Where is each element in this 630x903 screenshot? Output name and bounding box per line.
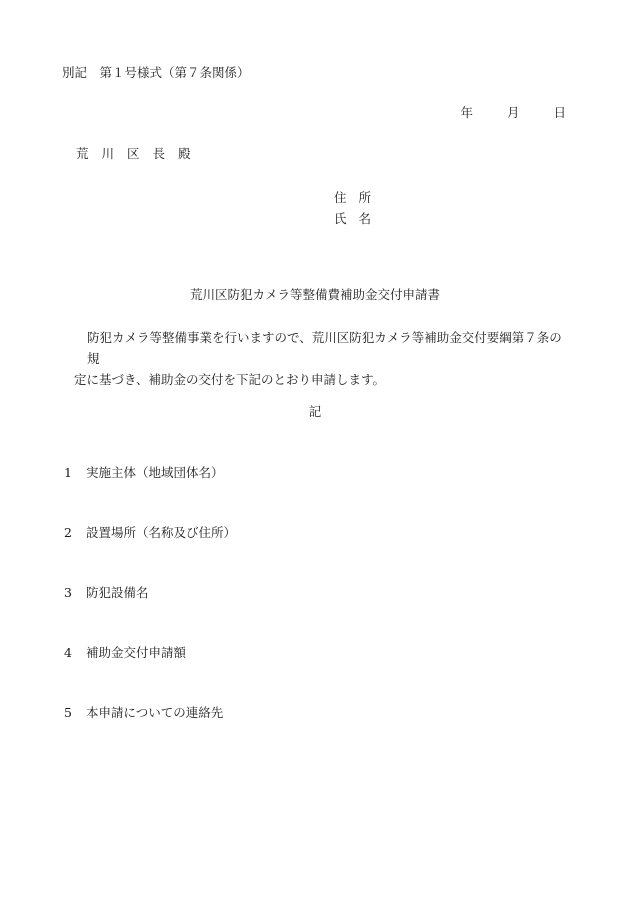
address-label-char: 住	[334, 190, 347, 205]
item-label: 補助金交付申請額	[86, 645, 187, 660]
name-label-char: 氏	[334, 211, 347, 226]
list-item	[64, 707, 223, 720]
form-reference: 別記 第１号様式（第７条関係）	[62, 65, 250, 80]
body-line-2: 定に基づき、補助金の交付を下記のとおり申請します。	[74, 372, 386, 387]
item-number: 2	[64, 525, 72, 540]
body-line-1: 防犯カメラ等整備事業を行いますので、荒川区防犯カメラ等補助金交付要綱第７条の規	[87, 330, 562, 366]
item-number: 5	[64, 705, 72, 720]
addressee-char: 区	[127, 146, 140, 161]
addressee	[76, 148, 204, 161]
item-number: 3	[64, 585, 72, 600]
list-item	[64, 647, 186, 660]
item-label: 実施主体（地域団体名）	[86, 465, 224, 480]
addressee-char: 荒	[76, 146, 89, 161]
name-label	[334, 208, 383, 229]
document-title: 荒川区防犯カメラ等整備費補助金交付申請書	[189, 287, 440, 302]
list-item	[64, 467, 224, 480]
date-day-label: 日	[553, 105, 566, 120]
body-paragraph	[74, 327, 574, 390]
addressee-char: 川	[101, 146, 115, 161]
item-number: 4	[64, 645, 72, 660]
date-month-label: 月	[507, 105, 520, 120]
address-label-char: 所	[358, 190, 372, 205]
item-label: 設置場所（名称及び住所）	[86, 525, 237, 540]
applicant-block	[334, 187, 383, 229]
name-label-char: 名	[358, 211, 372, 226]
list-item	[64, 527, 236, 540]
item-label: 防犯設備名	[86, 585, 149, 600]
date-line	[431, 107, 566, 120]
address-label	[334, 187, 383, 208]
ki-heading: 記	[308, 404, 322, 419]
date-year-label: 年	[460, 105, 474, 120]
list-item	[64, 587, 149, 600]
item-label: 本申請についての連絡先	[86, 705, 224, 720]
addressee-char: 長	[152, 146, 166, 161]
item-number: 1	[64, 465, 72, 480]
addressee-char: 殿	[178, 146, 191, 161]
